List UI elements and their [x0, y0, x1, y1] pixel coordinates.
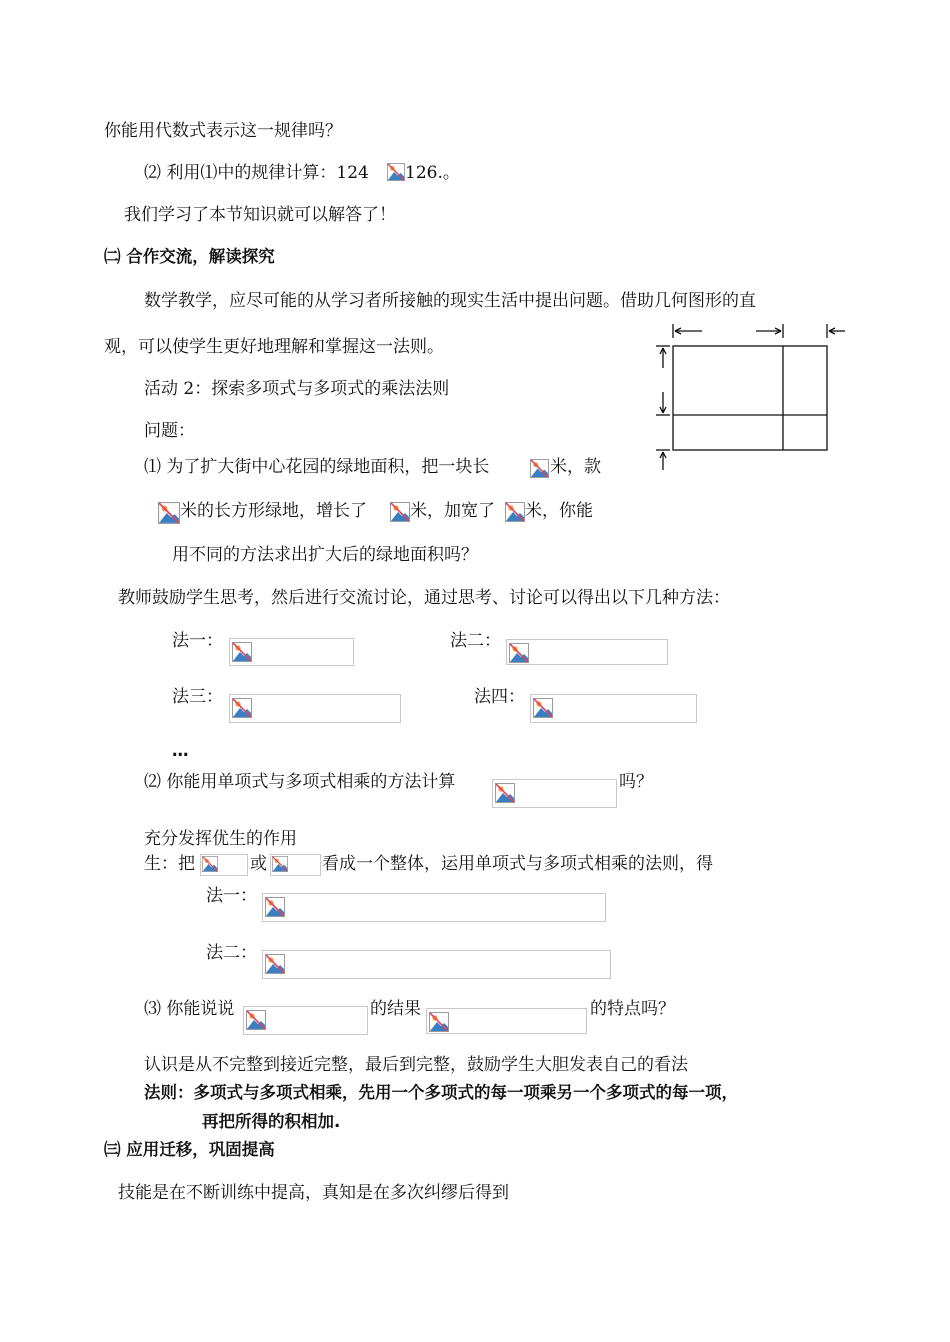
problem-3-prefix: ⑶ 你能说说 — [144, 999, 235, 1019]
problem-1-line-1b: 米，款 — [550, 457, 601, 477]
problem-3-middle: 的结果 — [370, 999, 421, 1019]
method-4-label: 法四： — [474, 687, 525, 707]
student-answer-a: 生：把 — [144, 854, 195, 874]
problem-1-line-3: 用不同的方法求出扩大后的绿地面积吗？ — [172, 545, 478, 565]
problem-2-prefix: ⑵ 你能用单项式与多项式相乘的方法计算 — [144, 772, 456, 792]
method-2-formula-image — [506, 639, 668, 665]
intro-paragraph-line-2: 观，可以使学生更好地理解和掌握这一法则。 — [104, 337, 444, 357]
cognition-note: 认识是从不完整到接近完整，最后到完整，鼓励学生大胆发表自己的看法 — [144, 1055, 688, 1075]
problem-3-formula-2-image — [426, 1008, 587, 1034]
skills-note: 技能是在不断训练中提高，真知是在多次纠缪后得到 — [118, 1183, 509, 1203]
method-1-label: 法一： — [172, 631, 223, 651]
broken-image-icon — [530, 459, 549, 478]
problem-2-suffix: 吗？ — [619, 772, 653, 792]
problem-3-suffix: 的特点吗？ — [590, 999, 675, 1019]
question-algebra: 你能用代数式表示这一规律吗？ — [104, 121, 342, 141]
ellipsis: … — [172, 741, 189, 760]
problem-1-line-2a: 米的长方形绿地，增长了 — [180, 501, 367, 521]
section-heading-2: ㈡ 合作交流，解读探究 — [104, 247, 275, 266]
activity-title: 活动 2：探索多项式与多项式的乘法法则 — [144, 379, 450, 399]
student-answer-b: 或 — [250, 854, 267, 874]
teaching-note-top-students: 充分发挥优生的作用 — [144, 829, 297, 849]
problem-1-line-2b: 米，加宽了 — [410, 501, 495, 521]
broken-image-icon — [387, 163, 405, 181]
solution-method-1-image — [262, 893, 606, 922]
question-label: 问题： — [144, 421, 195, 441]
problem-3-formula-1-image — [243, 1006, 368, 1035]
student-term-1-image — [200, 854, 248, 876]
intro-paragraph-line-1: 数学教学，应尽可能的从学习者所接触的现实生活中提出问题。借助几何图形的直 — [144, 291, 756, 311]
method-2-label: 法二： — [450, 631, 501, 651]
rule-line-2: 再把所得的积相加. — [202, 1112, 341, 1131]
method-1-formula-image — [229, 638, 354, 666]
answer-note: 我们学习了本节知识就可以解答了！ — [124, 205, 396, 225]
teacher-note: 教师鼓励学生思考，然后进行交流讨论，通过思考、讨论可以得出以下几种方法： — [118, 588, 730, 608]
solution-method-1-label: 法一： — [206, 886, 257, 906]
problem-1-line-1a: ⑴ 为了扩大街中心花园的绿地面积，把一块长 — [144, 457, 490, 477]
rule-line-1: 法则：多项式与多项式相乘，先用一个多项式的每一项乘另一个多项式的每一项， — [144, 1083, 738, 1102]
method-3-label: 法三： — [172, 687, 223, 707]
diagram-outer-rectangle — [673, 346, 827, 450]
question-2-prefix: ⑵ 利用⑴中的规律计算：124 — [144, 163, 369, 183]
student-answer-c: 看成一个整体，运用单项式与多项式相乘的法则，得 — [322, 854, 713, 874]
student-term-2-image — [270, 854, 321, 876]
broken-image-icon — [390, 502, 410, 522]
rectangle-diagram — [652, 322, 852, 472]
broken-image-icon — [505, 502, 525, 522]
section-heading-3: ㈢ 应用迁移，巩固提高 — [104, 1140, 275, 1159]
method-3-formula-image — [229, 694, 401, 723]
problem-1-line-2c: 米，你能 — [525, 501, 593, 521]
problem-2-formula-image — [492, 779, 617, 808]
question-2-suffix: 126.。 — [405, 163, 460, 183]
broken-image-icon — [158, 502, 180, 524]
method-4-formula-image — [530, 694, 697, 723]
solution-method-2-label: 法二： — [206, 943, 257, 963]
solution-method-2-image — [262, 950, 611, 979]
